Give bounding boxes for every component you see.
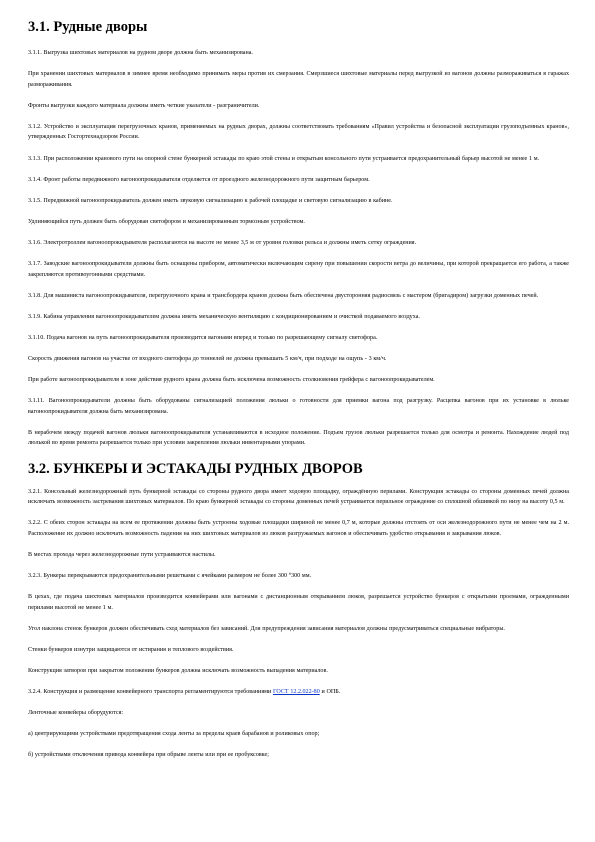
paragraph: В местах прохода через железнодорожные пути устраиваются настилы. xyxy=(28,551,216,558)
paragraph: 3.1.6. Электротроллеи вагоноопрокидывателя располагаются на высоте не менее 3,5 м от уровня головки рельса и должны иметь сетку ограждения. xyxy=(28,239,417,246)
paragraph-text: 3.2.4. Конструкция и размещение конвейерного транспорта регламентируются требованиями xyxy=(28,689,273,696)
paragraph: Скорость движения вагонов на участке от входного светофора до тоннелей не должна превышать 5 км/ч, при подходе на ощупь - 3 км/ч. xyxy=(28,356,387,362)
paragraph: При хранении шихтовых материалов в зимнее время необходимо принимать меры против их смерзания. Смерзшиеся шихтовые материалы перед выгрузкой из вагонов должны размораживаться в гаражах размораживания. xyxy=(28,71,569,88)
paragraph: 3.1.9. Кабина управления вагоноопрокидывателем должна иметь механическую вентиляцию с кондиционированием и очисткой подаваемого воздуха. xyxy=(28,313,420,320)
paragraph: При работе вагоноопрокидывателя в зоне действия рудного крана должна быть исключена возможность столкновения грейфера с вагоноопрокидывателем. xyxy=(28,377,435,384)
paragraph: 3.1.10. Подача вагонов на путь вагоноопрокидывателя производится вагонами вперед и только по разрешающему сигналу светофора. xyxy=(28,334,378,341)
section-heading-3-2: 3.2. БУНКЕРЫ И ЭСТАКАДЫ РУДНЫХ ДВОРОВ xyxy=(28,460,363,477)
paragraph xyxy=(28,687,569,698)
document-page xyxy=(28,14,569,771)
paragraph-text: и ОПБ. xyxy=(319,689,341,696)
paragraph: 3.2.3. Бункеры перекрываются предохранительными решетками с ячейками размером не более 300 ˟300 мм. xyxy=(28,573,312,580)
paragraph: 3.1.8. Для машиниста вагоноопрокидывателя, перегрузочного крана и трансбордера кранов должна быть обеспечена двусторонняя радиосвязь с мастером (бригадиром) загрузки доменных печей. xyxy=(28,292,539,299)
paragraph: 3.1.11. Вагоноопрокидыватели должны быть оборудованы сигнализацией положения люльки о готовности для приемки вагона под разгрузку. Расцепка вагонов при их установке в люльке вагоноопрокидывателя должна быть механизирована. xyxy=(28,398,569,415)
paragraph: 3.1.7. Заводские вагоноопрокидыватели должны быть оснащены прибором, автоматически включающим сирену при повышении скорости ветра до величины, при которой прекращается его работа, а также закрепляются противоугонными средствами. xyxy=(28,261,569,278)
paragraph: 3.1.1. Выгрузка шихтовых материалов на рудном дворе должна быть механизирована. xyxy=(28,50,253,56)
paragraph: 3.1.2. Устройство и эксплуатация перегрузочных кранов, применяемых на рудных дворах, должны соответствовать требованиям «Правил устройства и безопасной эксплуатации грузоподъемных кранов», утвержденных Госгортехнадзором России. xyxy=(28,123,569,141)
paragraph: 3.2.1. Консольный железнодорожный путь бункерной эстакады со стороны рудного двора имеет ходовую площадку, ограждённую перилами. Конструкция эстакады со стороны доменных печей должна исключать возможность застревания шихтовых материалов. По краю бункерной эстакады со стороны доменных печей устраивается перильное ограждение со сплошной обшивкой по низу на высоту 0,5 м. xyxy=(28,488,569,506)
section-3-2-body xyxy=(28,487,569,761)
paragraph: а) центрирующими устройствами предотвращения схода ленты за пределы краев барабанов и роликовых опор; xyxy=(28,731,320,738)
paragraph: Ленточные конвейеры оборудуются: xyxy=(28,710,124,717)
paragraph: 3.2.2. С обеих сторон эстакады на всем ее протяжении должны быть устроены ходовые площадки шириной не менее 0,7 м, которые должны отстоять от оси железнодорожного пути не менее чем на 2 м. Расположение их должно исключать возможность падения на них шихтовых материалов из люков разгружаемых вагонов и обеспечивать удобство открывания и закрывания люков. xyxy=(28,520,569,537)
gost-link[interactable]: ГОСТ 12.2.022-80 xyxy=(272,689,320,696)
section-heading-3-1: 3.1. Рудные дворы xyxy=(28,19,148,35)
paragraph: Угол наклона стенок бункеров должен обеспечивать сход материалов без зависаний. Для предупреждения зависания материалов должны предусматриваться специальные вибраторы. xyxy=(28,625,505,632)
paragraph: В нерабочем между подачей вагонов люльки вагоноопрокидывателя устанавливаются в исходное положение. Подъем грузов люльки разрешается только для осмотра и ремонта. Нахождение людей под люлькой во время ремонта разрешается только при условии закрепления люльки инвентарными упорами. xyxy=(28,429,569,447)
paragraph: Стенки бункеров изнутри защищаются от истирания и теплового воздействия. xyxy=(28,646,234,653)
paragraph: б) устройствами отключения привода конвейера при обрыве ленты или при ее пробуксовке; xyxy=(28,752,269,759)
section-3-1-body xyxy=(28,48,569,449)
paragraph: В цехах, где подача шихтовых материалов производится конвейерами или вагонами с дистанционным открыванием люков, разрешается устройство бункеров с открытыми проемами, огражденными перилами высотой не менее 1 м. xyxy=(28,594,569,611)
paragraph: Конструкция затворов при закрытом положении бункеров должна исключать возможность выпадения материалов. xyxy=(28,668,328,674)
paragraph: Удлиняющийся путь должен быть оборудован светофором и механизированным тормозным устройством. xyxy=(28,218,305,225)
paragraph: 3.1.5. Передвижной вагоноопрокидыватель должен иметь звуковую сигнализацию к рабочей площадке и световую сигнализацию в кабине. xyxy=(28,197,393,204)
paragraph: 3.1.3. При расположении кранового пути на опорной стене бункерной эстакады по краю этой стены и открытым консольного пути устраивается предохранительный барьер высотой не менее 1 м. xyxy=(28,155,540,162)
paragraph: Фронты выгрузки каждого материала должны иметь четкие указатели - разграничители. xyxy=(28,102,260,109)
paragraph: 3.1.4. Фронт работы передвижного вагоноопрокидывателя отделяется от проездного железнодорожного пути защитным барьером. xyxy=(28,176,370,183)
